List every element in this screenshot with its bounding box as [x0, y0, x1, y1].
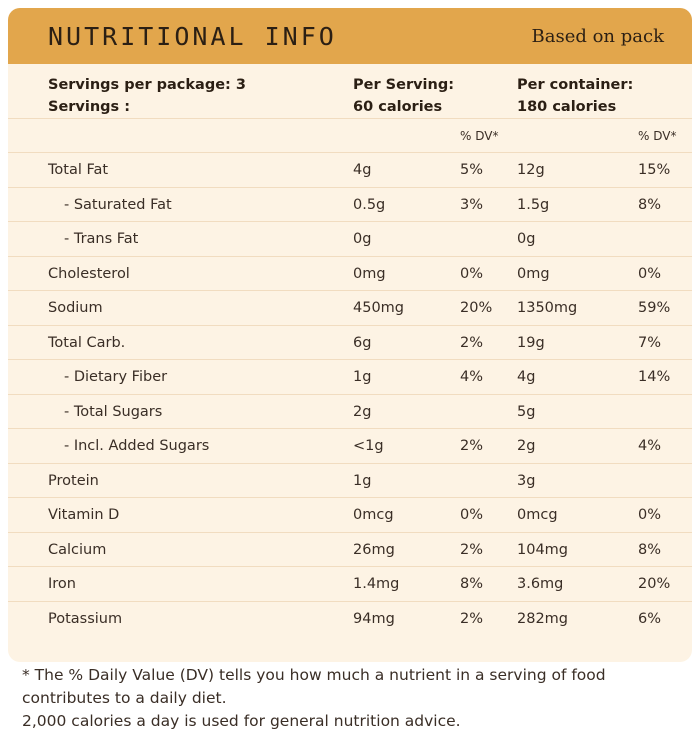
- nutrient-name: Vitamin D: [48, 507, 120, 523]
- per-serving-amount: 0.5g: [353, 196, 386, 213]
- per-serving-dv: 8%: [460, 576, 484, 592]
- servings-block: [8, 64, 692, 118]
- servings-per-package: Servings per package: 3: [48, 77, 246, 93]
- per-container-amount: 104mg: [517, 541, 569, 558]
- per-serving-amount: 450mg: [353, 300, 405, 316]
- per-serving-dv: 0%: [460, 265, 484, 282]
- per-container-dv: 6%: [638, 610, 662, 627]
- per-container-label: Per container:: [517, 77, 634, 93]
- per-container-dv: 59%: [638, 300, 671, 316]
- per-container-amount: 0mg: [517, 265, 550, 282]
- per-serving-amount: 2g: [353, 403, 372, 420]
- per-container-dv: 4%: [638, 438, 662, 454]
- nutrient-row: [8, 187, 692, 222]
- nutrient-name: Protein: [48, 472, 99, 489]
- per-container-amount: 282mg: [517, 610, 569, 627]
- per-serving-amount: 0g: [353, 231, 372, 247]
- per-serving-amount: 1g: [353, 369, 372, 385]
- per-container-dv: 7%: [638, 334, 662, 351]
- nutrient-row: [8, 566, 692, 601]
- per-serving-dv: 2%: [460, 438, 484, 454]
- nutrient-row: [8, 359, 692, 394]
- nutrient-name: Potassium: [48, 610, 123, 627]
- nutrient-row: [8, 256, 692, 291]
- dv-header-container: % DV*: [638, 129, 677, 143]
- per-serving-dv: 3%: [460, 196, 484, 213]
- per-serving-amount: 0mg: [353, 265, 386, 282]
- dv-header-serving: % DV*: [460, 129, 499, 143]
- per-serving-dv: 0%: [460, 507, 484, 523]
- per-serving-label: Per Serving:: [353, 77, 455, 93]
- per-container-amount: 3.6mg: [517, 576, 564, 592]
- per-container-dv: 20%: [638, 576, 671, 592]
- dv-header-row: [8, 118, 692, 153]
- nutrient-row: [8, 394, 692, 429]
- per-container-dv: 15%: [638, 162, 671, 178]
- per-serving-calories: 60 calories: [353, 99, 443, 115]
- nutrient-name: - Saturated Fat: [64, 196, 172, 213]
- per-serving-amount: 4g: [353, 162, 372, 178]
- nutrient-row: [8, 325, 692, 360]
- per-container-dv: 8%: [638, 196, 662, 213]
- nutrient-row: [8, 221, 692, 256]
- nutrient-row: [8, 497, 692, 532]
- per-container-amount: 1350mg: [517, 300, 578, 316]
- per-serving-amount: 26mg: [353, 541, 395, 558]
- nutrition-header: [8, 8, 692, 64]
- per-container-amount: 5g: [517, 403, 536, 420]
- nutrient-row: [8, 152, 692, 187]
- per-container-amount: 1.5g: [517, 196, 550, 213]
- per-container-dv: 0%: [638, 265, 662, 282]
- nutrient-name: Total Fat: [48, 162, 109, 178]
- per-container-dv: 8%: [638, 541, 662, 558]
- nutrition-card: [8, 8, 692, 662]
- per-serving-amount: 0mcg: [353, 507, 394, 523]
- per-serving-amount: 1.4mg: [353, 576, 400, 592]
- footnote: [22, 664, 682, 733]
- per-serving-dv: 2%: [460, 334, 484, 351]
- per-container-dv: 0%: [638, 507, 662, 523]
- per-container-amount: 19g: [517, 334, 545, 351]
- header-title: NUTRITIONAL INFO: [48, 21, 337, 51]
- footnote-line-2: 2,000 calories a day is used for general nutrition advice.: [22, 712, 461, 730]
- nutrient-name: - Incl. Added Sugars: [64, 438, 210, 454]
- nutrient-name: Cholesterol: [48, 265, 130, 282]
- per-container-amount: 2g: [517, 438, 536, 454]
- nutrient-row: [8, 532, 692, 567]
- per-container-amount: 4g: [517, 369, 536, 385]
- per-serving-amount: 6g: [353, 334, 372, 351]
- nutrient-name: Calcium: [48, 541, 107, 558]
- per-container-amount: 0mcg: [517, 507, 558, 523]
- header-note: Based on pack: [531, 25, 664, 47]
- nutrient-row: [8, 601, 692, 636]
- per-container-amount: 12g: [517, 162, 545, 178]
- per-serving-amount: 94mg: [353, 610, 395, 627]
- per-serving-dv: 5%: [460, 162, 484, 178]
- servings-label: Servings :: [48, 99, 131, 115]
- nutrient-name: Sodium: [48, 300, 103, 316]
- nutrient-name: - Trans Fat: [64, 231, 139, 247]
- nutrient-name: - Total Sugars: [64, 403, 163, 420]
- per-serving-dv: 2%: [460, 610, 484, 627]
- per-container-amount: 3g: [517, 472, 536, 489]
- nutrient-name: - Dietary Fiber: [64, 369, 168, 385]
- nutrient-name: Total Carb.: [48, 334, 126, 351]
- per-container-dv: 14%: [638, 369, 671, 385]
- footnote-line-1: * The % Daily Value (DV) tells you how much a nutrient in a serving of food contributes to a daily diet.: [22, 666, 606, 707]
- nutrient-row: [8, 428, 692, 463]
- nutrient-name: Iron: [48, 576, 76, 592]
- per-container-calories: 180 calories: [517, 99, 617, 115]
- per-serving-dv: 20%: [460, 300, 493, 316]
- per-serving-dv: 2%: [460, 541, 484, 558]
- per-serving-amount: <1g: [353, 438, 384, 454]
- per-serving-dv: 4%: [460, 369, 484, 385]
- per-container-amount: 0g: [517, 231, 536, 247]
- per-serving-amount: 1g: [353, 472, 372, 489]
- nutrient-row: [8, 463, 692, 498]
- nutrient-row: [8, 290, 692, 325]
